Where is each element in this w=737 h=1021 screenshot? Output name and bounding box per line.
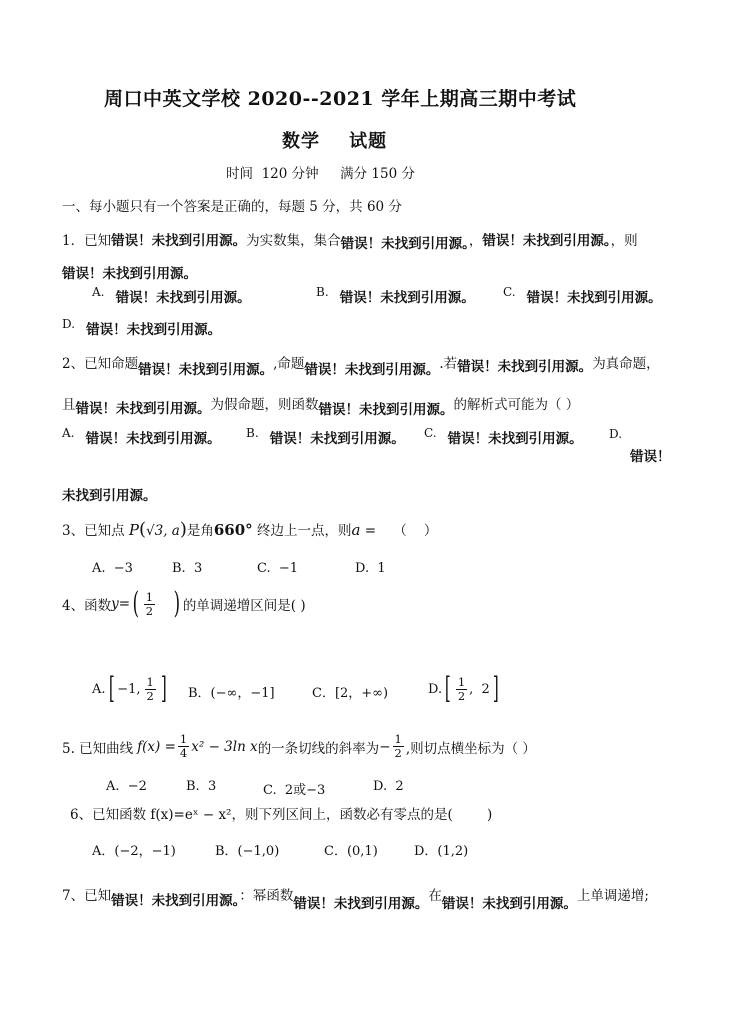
q3-mid: 终边上一点，则 bbox=[256, 523, 352, 539]
q1-mid1: 为实数集，集合 bbox=[246, 233, 341, 249]
q6-option-c: C．(0,1) bbox=[324, 844, 378, 859]
q1-option-c-text: 错误！未找到引用源。 bbox=[526, 290, 662, 306]
q5-func-lhs: f(x) = bbox=[137, 738, 176, 755]
q4-option-c: C．[2，+∞) bbox=[312, 686, 389, 701]
q3-suffix: = （ ） bbox=[360, 523, 438, 539]
q3-var-a: a bbox=[351, 521, 361, 539]
q7-ref-error-3: 错误！未找到引用源。 bbox=[441, 896, 577, 912]
q2-prefix: 2、已知命题 bbox=[62, 356, 139, 372]
exam-subtitle: 数学 试题 bbox=[282, 131, 388, 152]
question-1-line1 bbox=[62, 229, 638, 252]
q2-option-d-text-part2: 未找到引用源。 bbox=[62, 488, 157, 504]
q1-option-b bbox=[316, 285, 475, 306]
q4-func: y= bbox=[111, 596, 131, 612]
question-3: 3、已知点 P(√3, a)是角660° 终边上一点，则a = （ ） bbox=[62, 519, 438, 540]
section-heading: 一、每小题只有一个答案是正确的，每题 5 分，共 60 分 bbox=[62, 199, 402, 215]
q5-prefix: 5. 已知曲线 bbox=[62, 740, 134, 757]
q2-option-b bbox=[246, 426, 405, 447]
question-7 bbox=[62, 884, 649, 912]
q4-fraction: $\frac{1}{2}$ bbox=[145, 589, 154, 618]
q7-suffix: 上单调递增; bbox=[576, 888, 649, 904]
question-2-line1 bbox=[62, 352, 660, 378]
q2-suffix1: 为真命题， bbox=[592, 356, 660, 372]
q5-option-b: B. 3 bbox=[186, 779, 217, 794]
q1-option-c-label: C. bbox=[503, 285, 516, 299]
q2-line2-prefix: 且 bbox=[62, 397, 76, 413]
q4-option-a: A. [ −1, $\frac{1}{2}$ ] bbox=[92, 671, 167, 706]
q1-ref-error-1: 错误！未找到引用源。 bbox=[111, 233, 247, 249]
q2-option-b-text: 错误！未找到引用源。 bbox=[269, 431, 405, 447]
q2-line2-suffix: 的解析式可能为（ ） bbox=[453, 397, 580, 413]
q6-option-d: D．(1,2) bbox=[414, 844, 469, 859]
q1-option-a bbox=[92, 285, 251, 306]
question-5: 5. 已知曲线 f(x) = $\frac{1}{4}$ x² − 3ln x 的一条切线的斜率为 − $\frac{1}{2}$ ,则切点横坐标为（ ） bbox=[62, 732, 536, 760]
q1-option-d-text: 错误！未找到引用源。 bbox=[86, 322, 222, 338]
q1-option-b-label: B. bbox=[316, 285, 329, 299]
q3-mid-is: 是角 bbox=[186, 523, 214, 539]
q6-option-a: A．(−2，−1) bbox=[92, 844, 176, 859]
q2-line2-mid: 为假命题，则函数 bbox=[210, 397, 319, 413]
q5-mid: 的一条切线的斜率为 bbox=[257, 740, 380, 757]
q2-option-b-label: B. bbox=[246, 426, 259, 440]
q3-option-a: A. −3 bbox=[92, 561, 133, 576]
q3-option-d: D. 1 bbox=[355, 561, 386, 576]
q1-ref-error-3: 错误！未找到引用源。 bbox=[482, 233, 611, 249]
q3-prefix: 3、已知点 bbox=[62, 523, 125, 539]
q1-ref-error-4: 错误！未找到引用源。 bbox=[62, 266, 197, 282]
q2-ref-error-1: 错误！未找到引用源。 bbox=[138, 362, 274, 378]
q2-option-a-text: 错误！未找到引用源。 bbox=[85, 431, 221, 447]
q6-option-b: B．(−1,0) bbox=[215, 844, 280, 859]
q1-mid3: ，则 bbox=[610, 233, 638, 249]
q3-option-c: C. −1 bbox=[257, 561, 299, 576]
q2-option-c-label: C. bbox=[424, 426, 437, 440]
q5-option-c: C. 2或−3 bbox=[263, 783, 326, 798]
q2-ref-error-2: 错误！未找到引用源。 bbox=[304, 362, 440, 378]
q2-option-a bbox=[62, 426, 221, 447]
q3-option-b: B. 3 bbox=[172, 561, 203, 576]
q2-option-d bbox=[609, 427, 622, 446]
q3-angle: 660° bbox=[213, 521, 253, 539]
question-6: 6、已知函数 f(x)=eˣ − x²，则下列区间上，函数必有零点的是( ) bbox=[70, 807, 493, 823]
q2-option-d-text-part1: 错误！ bbox=[630, 449, 671, 465]
q5-suffix: ,则切点横坐标为（ ） bbox=[405, 740, 536, 757]
q5-func-rhs: x² − 3ln x bbox=[191, 738, 258, 755]
q7-prefix: 7、已知 bbox=[62, 888, 112, 904]
q2-ref-error-5: 错误！未找到引用源。 bbox=[318, 402, 454, 418]
q2-option-c bbox=[424, 426, 583, 447]
q4-option-d: D. [ $\frac{1}{2}$ , 2 ] bbox=[428, 671, 499, 706]
q1-mid2: ， bbox=[468, 233, 483, 249]
question-4: 4、函数 y= ( $\frac{1}{2}$ ) 的单调递增区间是( ) bbox=[62, 586, 306, 621]
q2-ref-error-4: 错误！未找到引用源。 bbox=[75, 401, 211, 417]
q2-mid1: ,命题 bbox=[273, 356, 305, 372]
q3-point-coords: √3, a bbox=[146, 523, 180, 539]
q1-prefix: 1．已知 bbox=[62, 233, 112, 249]
q7-ref-error-2: 错误！未找到引用源。 bbox=[293, 896, 429, 912]
exam-title: 周口中英文学校 2020--2021 学年上期高三期中考试 bbox=[104, 88, 577, 110]
q7-mid2: 在 bbox=[428, 888, 442, 904]
q1-option-d bbox=[62, 317, 222, 338]
q7-ref-error-1: 错误！未找到引用源。 bbox=[111, 893, 240, 909]
exam-time-info: 时间 120 分钟 满分 150 分 bbox=[226, 166, 415, 182]
q4-prefix: 4、函数 bbox=[62, 598, 112, 614]
q1-ref-error-2: 错误！未找到引用源。 bbox=[340, 236, 469, 252]
q1-option-c bbox=[503, 285, 662, 306]
q2-ref-error-3: 错误！未找到引用源。 bbox=[457, 359, 593, 375]
q2-option-d-label: D. bbox=[609, 427, 623, 441]
q1-option-a-text: 错误！未找到引用源。 bbox=[115, 290, 251, 306]
q2-mid2: .若 bbox=[439, 356, 458, 372]
question-2-line2 bbox=[62, 393, 580, 418]
q2-option-a-label: A. bbox=[62, 426, 75, 440]
q2-option-c-text: 错误！未找到引用源。 bbox=[447, 431, 583, 447]
q7-mid1: ：幂函数 bbox=[239, 888, 294, 904]
q5-option-d: D. 2 bbox=[373, 779, 404, 794]
q4-option-b: B．(−∞，−1] bbox=[188, 686, 275, 701]
q4-suffix: 的单调递增区间是( ) bbox=[182, 598, 306, 614]
q5-option-a: A. −2 bbox=[106, 779, 147, 794]
q1-option-a-label: A. bbox=[92, 285, 105, 299]
q1-option-b-text: 错误！未找到引用源。 bbox=[339, 290, 475, 306]
q3-point-p: P bbox=[128, 521, 139, 539]
q1-option-d-label: D. bbox=[62, 317, 76, 331]
